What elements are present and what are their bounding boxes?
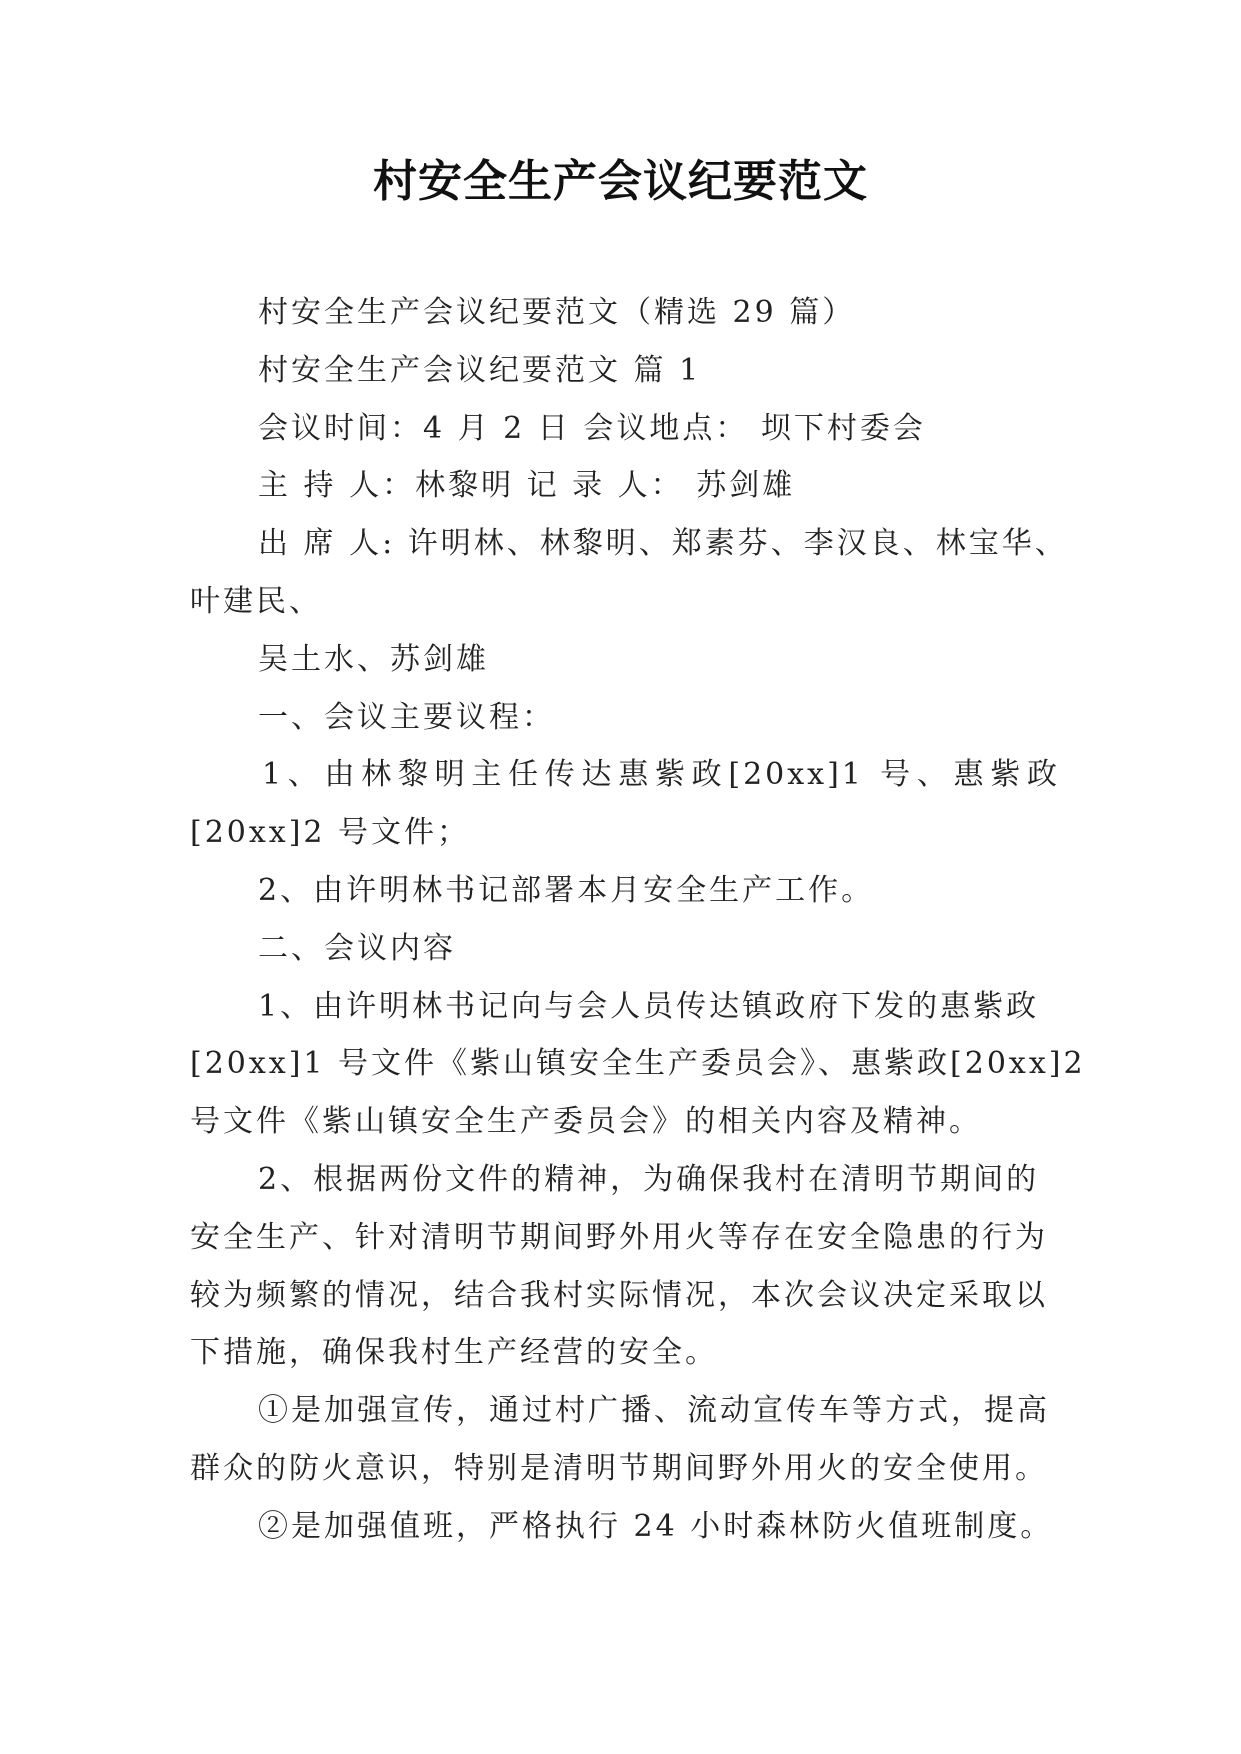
attendees-line: 出 席 人: 许明林、林黎明、郑素芬、李汉良、林宝华、: [258, 526, 1068, 562]
measure-2: ②是加强值班，严格执行 24 小时森林防火值班制度。: [258, 1508, 1054, 1544]
attendees-line-continued: 叶建民、: [190, 583, 322, 619]
attendees-line-final: 吴土水、苏剑雄: [258, 641, 489, 677]
agenda-item-1: 1、由林黎明主任传达惠紫政[20xx]1 号、惠紫政: [262, 757, 1060, 793]
content-heading: 二、会议内容: [258, 930, 456, 966]
content-item-1: 1、由许明林书记向与会人员传达镇政府下发的惠紫政: [258, 988, 1040, 1024]
agenda-item-1-continued: [20xx]2 号文件；: [190, 815, 471, 851]
measure-1: ①是加强宣传，通过村广播、流动宣传车等方式，提高: [258, 1393, 1050, 1429]
content-item-1-line-2: [20xx]1 号文件《紫山镇安全生产委员会》、惠紫政[20xx]2: [190, 1046, 1086, 1082]
content-item-1-line-3: 号文件《紫山镇安全生产委员会》的相关内容及精神。: [190, 1104, 982, 1140]
document-title: 村安全生产会议纪要范文: [373, 156, 868, 207]
content-item-2-line-3: 较为频繁的情况，结合我村实际情况，本次会议决定采取以: [190, 1277, 1048, 1313]
content-item-2-line-2: 安全生产、针对清明节期间野外用火等存在安全隐患的行为: [190, 1219, 1048, 1255]
agenda-heading: 一、会议主要议程：: [258, 699, 555, 735]
agenda-item-2: 2、由许明林书记部署本月安全生产工作。: [258, 872, 875, 908]
host-recorder-line: 主 持 人：林黎明 记 录 人： 苏剑雄: [258, 468, 796, 504]
meeting-time-place-line: 会议时间：4 月 2 日 会议地点： 坝下村委会: [258, 410, 926, 446]
subtitle-line: 村安全生产会议纪要范文（精选 29 篇）: [258, 295, 856, 330]
content-item-2-line-4: 下措施，确保我村生产经营的安全。: [190, 1335, 718, 1371]
measure-1-continued: 群众的防火意识，特别是清明节期间野外用火的安全使用。: [190, 1450, 1048, 1486]
section-heading-line: 村安全生产会议纪要范文 篇 1: [258, 352, 702, 388]
document-body: [190, 284, 1086, 1556]
content-item-2: 2、根据两份文件的精神，为确保我村在清明节期间的: [258, 1161, 1040, 1197]
